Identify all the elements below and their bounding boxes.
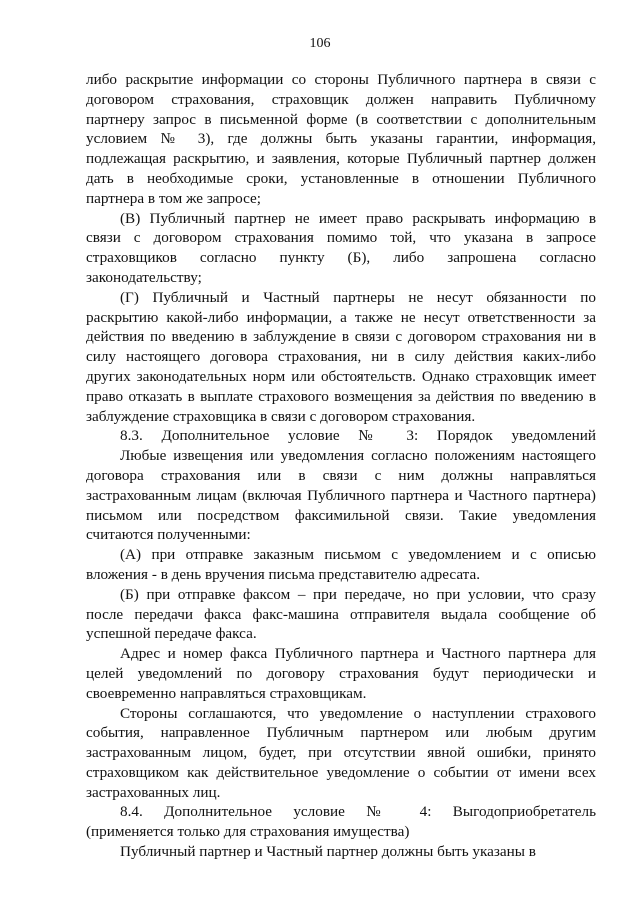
text-line: Стороны соглашаются, что уведомление о наступлении страхового [120, 704, 596, 722]
text-line: раскрытию какой-либо информации, а также не несут ответственности за [86, 308, 596, 326]
text-line: после передачи факса факс-машина отправителя выдала сообщение об [86, 605, 596, 623]
text-line: партнера в том же запросе; [86, 189, 261, 207]
text-line: (Г) Публичный и Частный партнеры не несут обязанности по [120, 288, 596, 306]
text-line: (А) при отправке заказным письмом с уведомлением и с описью [120, 546, 596, 564]
text-line: условием № 3), где должны быть указаны гарантии, информация, [86, 130, 596, 148]
text-line: право отказать в выплате страхового возмещения за действия по введению в [86, 387, 596, 405]
paragraph [86, 545, 596, 585]
paragraph [86, 426, 596, 446]
text-line: события, направленное Публичным партнером или любым другим [86, 724, 596, 742]
text-line: 8.4. Дополнительное условие № 4: Выгодоприобретатель [120, 803, 596, 821]
text-line: либо раскрытие информации со стороны Публичного партнера в связи с [86, 71, 596, 88]
paragraph [86, 842, 596, 862]
paragraph [86, 70, 596, 209]
paragraph [86, 288, 596, 427]
text-line: успешной передаче факса. [86, 625, 257, 643]
text-line: партнеру запрос в письменной форме (в соответствии с дополнительным [86, 110, 596, 128]
paragraph [86, 209, 596, 288]
text-line: страховщиков согласно пункту (Б), либо запрошена согласно [86, 249, 596, 267]
text-line: считаются полученными: [86, 526, 251, 544]
page-number: 106 [309, 36, 331, 51]
text-line: подлежащая раскрытию, и заявления, которые Публичный партнер должен [86, 150, 596, 168]
text-line: своевременно направляться страховщикам. [86, 684, 367, 702]
text-line: договором страхования, страховщик должен направить Публичному [86, 90, 596, 108]
paragraph [86, 822, 596, 842]
text-line: договора страхования или в связи с ним должны направляться [86, 466, 596, 484]
text-line: законодательству; [86, 268, 202, 286]
paragraph [86, 802, 596, 822]
text-line: других законодательных норм или обстоятельств. Однако страховщик имеет [86, 367, 596, 385]
text-line: заблуждение страховщика в связи с договором страхования. [86, 407, 476, 425]
text-line: Любые извещения или уведомления согласно положениям настоящего [120, 447, 596, 465]
text-line: силу настоящего договора страхования, ни в силу действия каких-либо [86, 348, 596, 366]
text-line: застрахованным лицам (включая Публичного партнера и Частного партнера) [86, 486, 596, 504]
paragraph [86, 446, 596, 545]
text-line: связи с договором страхования помимо той, что указана в запросе [86, 229, 596, 247]
paragraph [86, 585, 596, 644]
text-line: целей уведомлений по договору страхования будут периодически и [86, 664, 596, 682]
document-body [86, 70, 596, 862]
text-line: действия по введению в заблуждение в связи с договором страхования ни в [86, 328, 596, 346]
text-line: застрахованных лиц. [86, 783, 221, 801]
text-line: (применяется только для страхования имущества) [86, 823, 410, 841]
text-line: застрахованным лицом, будет, при отсутствии явной ошибки, принято [86, 744, 596, 762]
text-line: вложения - в день вручения письма представителю адресата. [86, 565, 481, 583]
text-line: Публичный партнер и Частный партнер должны быть указаны в [120, 843, 536, 861]
text-line: (В) Публичный партнер не имеет право раскрывать информацию в [120, 209, 596, 227]
paragraph [86, 644, 596, 703]
paragraph [86, 704, 596, 803]
text-line: дать в необходимые сроки, установленные в отношении Публичного [86, 169, 596, 187]
text-line: страховщиком как действительное уведомление о событии от имени всех [86, 763, 596, 781]
text-line: 8.3. Дополнительное условие № 3: Порядок уведомлений [120, 427, 596, 445]
text-line: Адрес и номер факса Публичного партнера и Частного партнера для [120, 645, 596, 663]
text-line: (Б) при отправке факсом – при передаче, но при условии, что сразу [120, 585, 596, 603]
text-line: письмом или посредством факсимильной связи. Такие уведомления [86, 506, 596, 524]
